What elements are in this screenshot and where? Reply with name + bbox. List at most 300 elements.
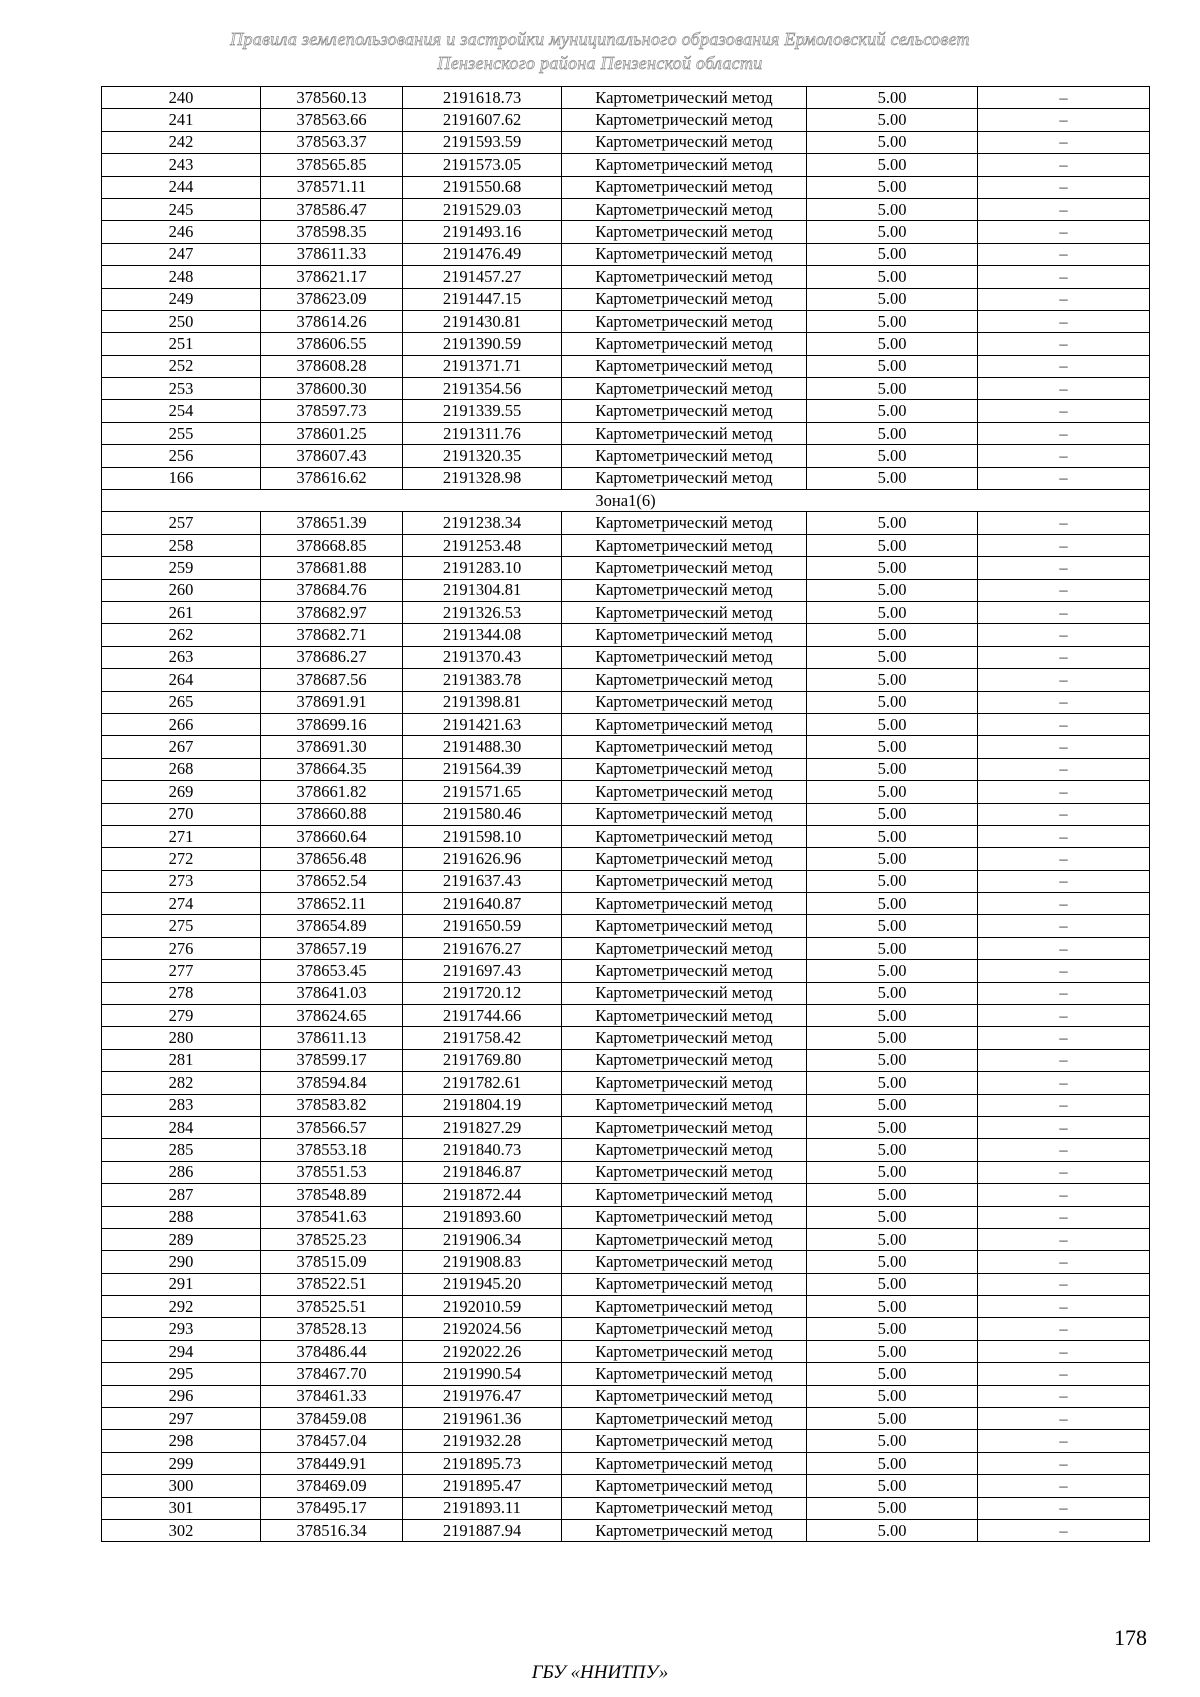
description-cell: – [978, 579, 1150, 601]
coordinates-table-body [102, 87, 1150, 1542]
table-row [102, 445, 1150, 467]
document-header [0, 27, 1200, 75]
y-coordinate-cell: 2191283.10 [403, 557, 562, 579]
table-row [102, 378, 1150, 400]
x-coordinate-cell: 378681.88 [261, 557, 403, 579]
table-row [102, 1094, 1150, 1116]
x-coordinate-cell: 378652.54 [261, 870, 403, 892]
description-cell: – [978, 601, 1150, 623]
description-cell: – [978, 198, 1150, 220]
point-number-cell: 243 [102, 154, 261, 176]
description-cell: – [978, 288, 1150, 310]
table-row [102, 1184, 1150, 1206]
method-cell: Картометрический метод [562, 982, 807, 1004]
point-number-cell: 252 [102, 355, 261, 377]
x-coordinate-cell: 378600.30 [261, 378, 403, 400]
description-cell: – [978, 870, 1150, 892]
accuracy-cell: 5.00 [807, 1408, 978, 1430]
method-cell: Картометрический метод [562, 870, 807, 892]
point-number-cell: 258 [102, 534, 261, 556]
method-cell: Картометрический метод [562, 893, 807, 915]
point-number-cell: 292 [102, 1296, 261, 1318]
y-coordinate-cell: 2191320.35 [403, 445, 562, 467]
description-cell: – [978, 1184, 1150, 1206]
method-cell: Картометрический метод [562, 198, 807, 220]
method-cell: Картометрический метод [562, 512, 807, 534]
x-coordinate-cell: 378522.51 [261, 1273, 403, 1295]
method-cell: Картометрический метод [562, 1027, 807, 1049]
x-coordinate-cell: 378608.28 [261, 355, 403, 377]
description-cell: – [978, 1161, 1150, 1183]
accuracy-cell: 5.00 [807, 1430, 978, 1452]
method-cell: Картометрический метод [562, 333, 807, 355]
table-row [102, 825, 1150, 847]
accuracy-cell: 5.00 [807, 1027, 978, 1049]
x-coordinate-cell: 378601.25 [261, 422, 403, 444]
accuracy-cell: 5.00 [807, 624, 978, 646]
x-coordinate-cell: 378653.45 [261, 960, 403, 982]
point-number-cell: 285 [102, 1139, 261, 1161]
method-cell: Картометрический метод [562, 400, 807, 422]
accuracy-cell: 5.00 [807, 1072, 978, 1094]
description-cell: – [978, 1296, 1150, 1318]
point-number-cell: 246 [102, 221, 261, 243]
x-coordinate-cell: 378656.48 [261, 848, 403, 870]
accuracy-cell: 5.00 [807, 1251, 978, 1273]
point-number-cell: 300 [102, 1475, 261, 1497]
method-cell: Картометрический метод [562, 1296, 807, 1318]
point-number-cell: 269 [102, 781, 261, 803]
accuracy-cell: 5.00 [807, 669, 978, 691]
method-cell: Картометрический метод [562, 1139, 807, 1161]
accuracy-cell: 5.00 [807, 221, 978, 243]
point-number-cell: 240 [102, 87, 261, 109]
x-coordinate-cell: 378691.30 [261, 736, 403, 758]
y-coordinate-cell: 2191945.20 [403, 1273, 562, 1295]
table-row [102, 960, 1150, 982]
point-number-cell: 302 [102, 1520, 261, 1542]
method-cell: Картометрический метод [562, 646, 807, 668]
table-row [102, 691, 1150, 713]
description-cell: – [978, 713, 1150, 735]
y-coordinate-cell: 2191650.59 [403, 915, 562, 937]
table-row [102, 1475, 1150, 1497]
accuracy-cell: 5.00 [807, 781, 978, 803]
point-number-cell: 242 [102, 131, 261, 153]
method-cell: Картометрический метод [562, 1520, 807, 1542]
accuracy-cell: 5.00 [807, 557, 978, 579]
accuracy-cell: 5.00 [807, 87, 978, 109]
point-number-cell: 247 [102, 243, 261, 265]
table-row [102, 1497, 1150, 1519]
method-cell: Картометрический метод [562, 1475, 807, 1497]
accuracy-cell: 5.00 [807, 154, 978, 176]
method-cell: Картометрический метод [562, 445, 807, 467]
table-row [102, 1363, 1150, 1385]
table-row [102, 1005, 1150, 1027]
point-number-cell: 279 [102, 1005, 261, 1027]
description-cell: – [978, 1027, 1150, 1049]
method-cell: Картометрический метод [562, 154, 807, 176]
point-number-cell: 287 [102, 1184, 261, 1206]
method-cell: Картометрический метод [562, 1340, 807, 1362]
table-row [102, 288, 1150, 310]
accuracy-cell: 5.00 [807, 601, 978, 623]
y-coordinate-cell: 2191932.28 [403, 1430, 562, 1452]
table-row [102, 758, 1150, 780]
accuracy-cell: 5.00 [807, 870, 978, 892]
accuracy-cell: 5.00 [807, 893, 978, 915]
accuracy-cell: 5.00 [807, 758, 978, 780]
y-coordinate-cell: 2191895.73 [403, 1452, 562, 1474]
y-coordinate-cell: 2191827.29 [403, 1116, 562, 1138]
table-row [102, 781, 1150, 803]
x-coordinate-cell: 378660.88 [261, 803, 403, 825]
table-row [102, 1318, 1150, 1340]
accuracy-cell: 5.00 [807, 333, 978, 355]
x-coordinate-cell: 378560.13 [261, 87, 403, 109]
table-row [102, 713, 1150, 735]
y-coordinate-cell: 2191304.81 [403, 579, 562, 601]
description-cell: – [978, 848, 1150, 870]
x-coordinate-cell: 378614.26 [261, 310, 403, 332]
y-coordinate-cell: 2191447.15 [403, 288, 562, 310]
method-cell: Картометрический метод [562, 803, 807, 825]
point-number-cell: 253 [102, 378, 261, 400]
method-cell: Картометрический метод [562, 1318, 807, 1340]
description-cell: – [978, 400, 1150, 422]
description-cell: – [978, 378, 1150, 400]
point-number-cell: 260 [102, 579, 261, 601]
description-cell: – [978, 781, 1150, 803]
method-cell: Картометрический метод [562, 131, 807, 153]
accuracy-cell: 5.00 [807, 825, 978, 847]
y-coordinate-cell: 2191354.56 [403, 378, 562, 400]
y-coordinate-cell: 2192010.59 [403, 1296, 562, 1318]
point-number-cell: 261 [102, 601, 261, 623]
method-cell: Картометрический метод [562, 288, 807, 310]
point-number-cell: 265 [102, 691, 261, 713]
table-row [102, 131, 1150, 153]
x-coordinate-cell: 378457.04 [261, 1430, 403, 1452]
y-coordinate-cell: 2191344.08 [403, 624, 562, 646]
description-cell: – [978, 422, 1150, 444]
point-number-cell: 276 [102, 937, 261, 959]
y-coordinate-cell: 2191804.19 [403, 1094, 562, 1116]
y-coordinate-cell: 2191782.61 [403, 1072, 562, 1094]
y-coordinate-cell: 2191476.49 [403, 243, 562, 265]
y-coordinate-cell: 2191846.87 [403, 1161, 562, 1183]
description-cell: – [978, 512, 1150, 534]
x-coordinate-cell: 378611.13 [261, 1027, 403, 1049]
method-cell: Картометрический метод [562, 669, 807, 691]
description-cell: – [978, 355, 1150, 377]
table-row [102, 512, 1150, 534]
point-number-cell: 296 [102, 1385, 261, 1407]
method-cell: Картометрический метод [562, 557, 807, 579]
method-cell: Картометрический метод [562, 601, 807, 623]
table-row [102, 937, 1150, 959]
y-coordinate-cell: 2191598.10 [403, 825, 562, 847]
table-row [102, 1340, 1150, 1362]
header-line-2: Пензенского района Пензенской области [437, 53, 763, 73]
y-coordinate-cell: 2191573.05 [403, 154, 562, 176]
x-coordinate-cell: 378687.56 [261, 669, 403, 691]
point-number-cell: 290 [102, 1251, 261, 1273]
point-number-cell: 297 [102, 1408, 261, 1430]
table-row [102, 1296, 1150, 1318]
table-row [102, 669, 1150, 691]
accuracy-cell: 5.00 [807, 176, 978, 198]
method-cell: Картометрический метод [562, 87, 807, 109]
x-coordinate-cell: 378528.13 [261, 1318, 403, 1340]
accuracy-cell: 5.00 [807, 109, 978, 131]
point-number-cell: 250 [102, 310, 261, 332]
y-coordinate-cell: 2191840.73 [403, 1139, 562, 1161]
description-cell: – [978, 1475, 1150, 1497]
accuracy-cell: 5.00 [807, 445, 978, 467]
x-coordinate-cell: 378563.66 [261, 109, 403, 131]
table-row [102, 624, 1150, 646]
table-row [102, 557, 1150, 579]
y-coordinate-cell: 2191906.34 [403, 1228, 562, 1250]
point-number-cell: 273 [102, 870, 261, 892]
description-cell: – [978, 893, 1150, 915]
x-coordinate-cell: 378657.19 [261, 937, 403, 959]
method-cell: Картометрический метод [562, 355, 807, 377]
x-coordinate-cell: 378586.47 [261, 198, 403, 220]
accuracy-cell: 5.00 [807, 579, 978, 601]
x-coordinate-cell: 378548.89 [261, 1184, 403, 1206]
x-coordinate-cell: 378691.91 [261, 691, 403, 713]
table-row [102, 154, 1150, 176]
point-number-cell: 263 [102, 646, 261, 668]
point-number-cell: 266 [102, 713, 261, 735]
y-coordinate-cell: 2191637.43 [403, 870, 562, 892]
x-coordinate-cell: 378551.53 [261, 1161, 403, 1183]
description-cell: – [978, 1318, 1150, 1340]
x-coordinate-cell: 378565.85 [261, 154, 403, 176]
x-coordinate-cell: 378661.82 [261, 781, 403, 803]
x-coordinate-cell: 378486.44 [261, 1340, 403, 1362]
table-row [102, 176, 1150, 198]
method-cell: Картометрический метод [562, 1408, 807, 1430]
method-cell: Картометрический метод [562, 1072, 807, 1094]
x-coordinate-cell: 378516.34 [261, 1520, 403, 1542]
table-row [102, 333, 1150, 355]
x-coordinate-cell: 378654.89 [261, 915, 403, 937]
method-cell: Картометрический метод [562, 825, 807, 847]
table-row [102, 646, 1150, 668]
method-cell: Картометрический метод [562, 1228, 807, 1250]
accuracy-cell: 5.00 [807, 1520, 978, 1542]
description-cell: – [978, 1363, 1150, 1385]
y-coordinate-cell: 2191326.53 [403, 601, 562, 623]
x-coordinate-cell: 378686.27 [261, 646, 403, 668]
method-cell: Картометрический метод [562, 1363, 807, 1385]
y-coordinate-cell: 2191238.34 [403, 512, 562, 534]
header-line-1: Правила землепользования и застройки муниципального образования Ермоловский сельсовет [230, 29, 970, 49]
point-number-cell: 271 [102, 825, 261, 847]
accuracy-cell: 5.00 [807, 691, 978, 713]
y-coordinate-cell: 2191720.12 [403, 982, 562, 1004]
accuracy-cell: 5.00 [807, 1273, 978, 1295]
table-row [102, 1385, 1150, 1407]
point-number-cell: 262 [102, 624, 261, 646]
coordinates-table [101, 86, 1150, 1542]
x-coordinate-cell: 378598.35 [261, 221, 403, 243]
accuracy-cell: 5.00 [807, 803, 978, 825]
y-coordinate-cell: 2191626.96 [403, 848, 562, 870]
accuracy-cell: 5.00 [807, 1296, 978, 1318]
description-cell: – [978, 1497, 1150, 1519]
x-coordinate-cell: 378664.35 [261, 758, 403, 780]
description-cell: – [978, 534, 1150, 556]
table-row [102, 915, 1150, 937]
point-number-cell: 293 [102, 1318, 261, 1340]
point-number-cell: 280 [102, 1027, 261, 1049]
accuracy-cell: 5.00 [807, 982, 978, 1004]
method-cell: Картометрический метод [562, 176, 807, 198]
table-row [102, 736, 1150, 758]
method-cell: Картометрический метод [562, 1251, 807, 1273]
table-row [102, 1273, 1150, 1295]
point-number-cell: 166 [102, 467, 261, 489]
point-number-cell: 267 [102, 736, 261, 758]
accuracy-cell: 5.00 [807, 422, 978, 444]
table-row [102, 803, 1150, 825]
x-coordinate-cell: 378469.09 [261, 1475, 403, 1497]
description-cell: – [978, 131, 1150, 153]
description-cell: – [978, 1251, 1150, 1273]
description-cell: – [978, 624, 1150, 646]
x-coordinate-cell: 378525.23 [261, 1228, 403, 1250]
method-cell: Картометрический метод [562, 1385, 807, 1407]
description-cell: – [978, 1452, 1150, 1474]
description-cell: – [978, 333, 1150, 355]
x-coordinate-cell: 378553.18 [261, 1139, 403, 1161]
x-coordinate-cell: 378699.16 [261, 713, 403, 735]
description-cell: – [978, 557, 1150, 579]
accuracy-cell: 5.00 [807, 1206, 978, 1228]
y-coordinate-cell: 2191961.36 [403, 1408, 562, 1430]
description-cell: – [978, 982, 1150, 1004]
x-coordinate-cell: 378621.17 [261, 266, 403, 288]
table-row [102, 1206, 1150, 1228]
accuracy-cell: 5.00 [807, 1184, 978, 1206]
x-coordinate-cell: 378495.17 [261, 1497, 403, 1519]
y-coordinate-cell: 2191580.46 [403, 803, 562, 825]
x-coordinate-cell: 378684.76 [261, 579, 403, 601]
method-cell: Картометрический метод [562, 1452, 807, 1474]
table-row [102, 1116, 1150, 1138]
y-coordinate-cell: 2191908.83 [403, 1251, 562, 1273]
description-cell: – [978, 1139, 1150, 1161]
method-cell: Картометрический метод [562, 243, 807, 265]
point-number-cell: 275 [102, 915, 261, 937]
y-coordinate-cell: 2191311.76 [403, 422, 562, 444]
method-cell: Картометрический метод [562, 1049, 807, 1071]
table-row [102, 1161, 1150, 1183]
y-coordinate-cell: 2191398.81 [403, 691, 562, 713]
y-coordinate-cell: 2191744.66 [403, 1005, 562, 1027]
method-cell: Картометрический метод [562, 310, 807, 332]
description-cell: – [978, 960, 1150, 982]
method-cell: Картометрический метод [562, 467, 807, 489]
accuracy-cell: 5.00 [807, 400, 978, 422]
method-cell: Картометрический метод [562, 937, 807, 959]
table-row [102, 1228, 1150, 1250]
point-number-cell: 294 [102, 1340, 261, 1362]
table-row [102, 870, 1150, 892]
table-row [102, 1072, 1150, 1094]
x-coordinate-cell: 378652.11 [261, 893, 403, 915]
table-row [102, 266, 1150, 288]
y-coordinate-cell: 2191390.59 [403, 333, 562, 355]
point-number-cell: 298 [102, 1430, 261, 1452]
y-coordinate-cell: 2191493.16 [403, 221, 562, 243]
point-number-cell: 299 [102, 1452, 261, 1474]
accuracy-cell: 5.00 [807, 512, 978, 534]
y-coordinate-cell: 2191371.71 [403, 355, 562, 377]
y-coordinate-cell: 2191421.63 [403, 713, 562, 735]
table-row [102, 982, 1150, 1004]
description-cell: – [978, 915, 1150, 937]
description-cell: – [978, 646, 1150, 668]
description-cell: – [978, 1094, 1150, 1116]
y-coordinate-cell: 2191697.43 [403, 960, 562, 982]
method-cell: Картометрический метод [562, 915, 807, 937]
point-number-cell: 282 [102, 1072, 261, 1094]
x-coordinate-cell: 378623.09 [261, 288, 403, 310]
table-row [102, 400, 1150, 422]
accuracy-cell: 5.00 [807, 131, 978, 153]
description-cell: – [978, 266, 1150, 288]
y-coordinate-cell: 2191488.30 [403, 736, 562, 758]
point-number-cell: 278 [102, 982, 261, 1004]
description-cell: – [978, 803, 1150, 825]
x-coordinate-cell: 378597.73 [261, 400, 403, 422]
table-row [102, 1049, 1150, 1071]
accuracy-cell: 5.00 [807, 1363, 978, 1385]
method-cell: Картометрический метод [562, 1161, 807, 1183]
y-coordinate-cell: 2191887.94 [403, 1520, 562, 1542]
description-cell: – [978, 1206, 1150, 1228]
y-coordinate-cell: 2191430.81 [403, 310, 562, 332]
table-row [102, 422, 1150, 444]
accuracy-cell: 5.00 [807, 1385, 978, 1407]
x-coordinate-cell: 378607.43 [261, 445, 403, 467]
document-footer: ГБУ «ННИТПУ» [531, 1662, 669, 1683]
accuracy-cell: 5.00 [807, 198, 978, 220]
accuracy-cell: 5.00 [807, 1475, 978, 1497]
table-row [102, 1139, 1150, 1161]
description-cell: – [978, 691, 1150, 713]
y-coordinate-cell: 2191571.65 [403, 781, 562, 803]
y-coordinate-cell: 2191769.80 [403, 1049, 562, 1071]
method-cell: Картометрический метод [562, 378, 807, 400]
x-coordinate-cell: 378651.39 [261, 512, 403, 534]
method-cell: Картометрический метод [562, 1094, 807, 1116]
accuracy-cell: 5.00 [807, 1116, 978, 1138]
x-coordinate-cell: 378525.51 [261, 1296, 403, 1318]
point-number-cell: 268 [102, 758, 261, 780]
table-row [102, 1408, 1150, 1430]
method-cell: Картометрический метод [562, 781, 807, 803]
method-cell: Картометрический метод [562, 848, 807, 870]
x-coordinate-cell: 378616.62 [261, 467, 403, 489]
accuracy-cell: 5.00 [807, 646, 978, 668]
